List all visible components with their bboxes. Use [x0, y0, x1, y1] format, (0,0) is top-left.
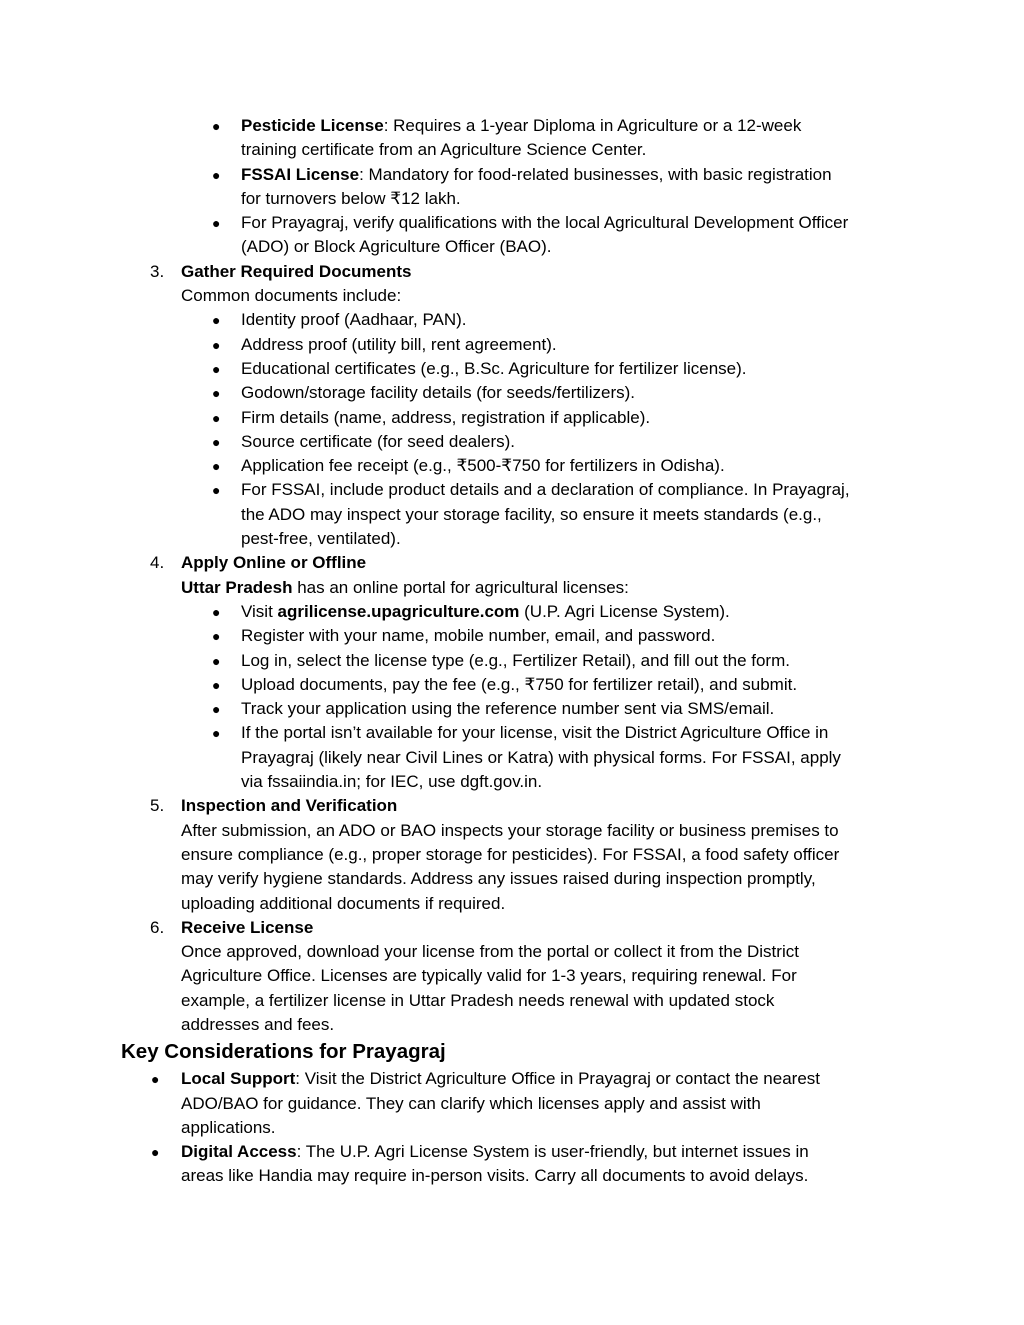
paragraph-line: uploading additional documents if required. [181, 893, 506, 913]
paragraph-line: addresses and fees. [181, 1014, 335, 1034]
list-item [0, 600, 1024, 624]
step-number: 3. [150, 261, 165, 281]
step-title: Gather Required Documents [181, 261, 412, 281]
list-item-text: For FSSAI, include product details and a declaration of compliance. In Prayagraj, [241, 480, 850, 500]
paragraph-line: ensure compliance (e.g., proper storage for pesticides). For FSSAI, a food safety officer [181, 844, 840, 864]
list-item-continuation: via fssaiindia.in; for IEC, use dgft.gov.in. [241, 772, 543, 792]
list-item-continuation: Prayagraj (likely near Civil Lines or Katra) with physical forms. For FSSAI, apply [241, 747, 841, 767]
list-item-continuation: areas like Handia may require in-person visits. Carry all documents to avoid delays. [181, 1166, 809, 1186]
list-item [0, 649, 1024, 673]
step-title: Apply Online or Offline [181, 553, 367, 573]
list-item [0, 381, 1024, 405]
bullet-icon: ● [212, 701, 221, 718]
list-item-bold: FSSAI License [241, 164, 360, 184]
list-item-text: Track your application using the reference number sent via SMS/email. [241, 699, 775, 719]
list-item [0, 211, 1024, 235]
list-item-continuation: the ADO may inspect your storage facility, so ensure it meets standards (e.g., [241, 504, 822, 524]
qualification-list [0, 114, 1024, 260]
bullet-icon: ● [212, 336, 221, 353]
list-item-text: (U.P. Agri License System). [519, 601, 730, 621]
paragraph-line: may verify hygiene standards. Address any issues raised during inspection promptly, [181, 869, 816, 889]
step-intro [0, 576, 1024, 600]
list-item-text: Educational certificates (e.g., B.Sc. Agriculture for fertilizer license). [241, 358, 747, 378]
step-number: 6. [150, 917, 165, 937]
paragraph-line: Agriculture Office. Licenses are typically valid for 1-3 years, requiring renewal. For [181, 966, 797, 986]
bullet-icon: ● [212, 312, 221, 329]
list-item [0, 721, 1024, 745]
portal-url: agrilicense.upagriculture.com [277, 601, 520, 621]
list-item-text: Address proof (utility bill, rent agreement). [241, 334, 557, 354]
bullet-icon: ● [212, 433, 221, 450]
list-item-text: Identity proof (Aadhaar, PAN). [241, 310, 467, 330]
list-item-continuation: pest-free, ventilated). [241, 529, 401, 549]
bullet-icon: ● [212, 215, 221, 232]
step-number: 5. [150, 796, 165, 816]
bullet-icon: ● [151, 1071, 160, 1088]
list-item [0, 163, 1024, 187]
step-intro: Common documents include: [181, 286, 402, 306]
list-item-text: Godown/storage facility details (for seeds/fertilizers). [241, 383, 635, 403]
list-item-text: Upload documents, pay the fee (e.g., ₹750 for fertilizer retail), and submit. [241, 674, 798, 694]
bullet-icon: ● [212, 360, 221, 377]
paragraph-line: After submission, an ADO or BAO inspects your storage facility or business premises to [181, 820, 839, 840]
step-title: Inspection and Verification [181, 796, 398, 816]
list-item-continuation: for turnovers below ₹12 lakh. [241, 188, 461, 208]
list-item [0, 406, 1024, 430]
list-item-text: : Mandatory for food-related businesses, with basic registration [359, 164, 832, 184]
state-name: Uttar Pradesh [181, 577, 293, 597]
step-6 [0, 916, 1024, 1037]
section-heading: Key Considerations for Prayagraj [121, 1040, 446, 1064]
list-item-bold: Digital Access [181, 1142, 297, 1162]
bullet-icon: ● [212, 385, 221, 402]
list-item-continuation: ADO/BAO for guidance. They can clarify which licenses apply and assist with [181, 1093, 761, 1113]
list-item-text: : Requires a 1-year Diploma in Agriculture or a 12-week [383, 116, 802, 135]
step-heading [0, 794, 1024, 818]
list-item-continuation: training certificate from an Agriculture Science Center. [241, 140, 647, 160]
document-page [0, 114, 1024, 1189]
list-item-text: Register with your name, mobile number, email, and password. [241, 626, 716, 646]
list-item-continuation: applications. [181, 1117, 276, 1137]
list-item [0, 673, 1024, 697]
paragraph-line: example, a fertilizer license in Uttar Pradesh needs renewal with updated stock [181, 990, 775, 1010]
bullet-icon: ● [212, 652, 221, 669]
list-item-text: : The U.P. Agri License System is user-friendly, but internet issues in [296, 1142, 809, 1162]
considerations-list [0, 1067, 1024, 1188]
bullet-icon: ● [212, 603, 221, 620]
list-item-text: Firm details (name, address, registration if applicable). [241, 407, 651, 427]
step-intro-text: has an online portal for agricultural licenses: [292, 577, 629, 597]
step-heading [0, 916, 1024, 940]
list-item-text: Source certificate (for seed dealers). [241, 431, 516, 451]
list-item [0, 114, 1024, 138]
bullet-icon: ● [212, 482, 221, 499]
list-item-text: Application fee receipt (e.g., ₹500-₹750 for fertilizers in Odisha). [241, 456, 725, 476]
bullet-icon: ● [212, 458, 221, 475]
list-item-text: : Visit the District Agriculture Office in Prayagraj or contact the nearest [295, 1069, 820, 1089]
bullet-icon: ● [212, 676, 221, 693]
list-item [0, 430, 1024, 454]
list-item-continuation: (ADO) or Block Agriculture Officer (BAO). [241, 237, 552, 257]
bullet-icon: ● [151, 1144, 160, 1161]
list-item [0, 1067, 1024, 1091]
step-4 [0, 551, 1024, 794]
bullet-icon: ● [212, 118, 221, 134]
list-item [0, 624, 1024, 648]
bullet-icon: ● [212, 166, 221, 183]
bullet-icon: ● [212, 409, 221, 426]
list-item-text: Visit [241, 601, 278, 621]
list-item-text: Log in, select the license type (e.g., Fertilizer Retail), and fill out the form. [241, 650, 790, 670]
step-number: 4. [150, 553, 165, 573]
paragraph-line: Once approved, download your license from the portal or collect it from the District [181, 942, 799, 962]
bullet-icon: ● [212, 725, 221, 742]
list-item-text: For Prayagraj, verify qualifications with the local Agricultural Development Officer [241, 213, 849, 233]
list-item-bold: Pesticide License [241, 116, 384, 135]
list-item [0, 308, 1024, 332]
step-heading [0, 551, 1024, 575]
bullet-icon: ● [212, 628, 221, 645]
step-3 [0, 260, 1024, 552]
list-item [0, 478, 1024, 502]
list-item [0, 454, 1024, 478]
step-5 [0, 794, 1024, 915]
list-item [0, 357, 1024, 381]
list-item-bold: Local Support [181, 1069, 296, 1089]
step-title: Receive License [181, 917, 314, 937]
list-item [0, 697, 1024, 721]
list-item-text: If the portal isn’t available for your license, visit the District Agriculture Office in [241, 723, 829, 743]
step-heading [0, 260, 1024, 284]
list-item [0, 1140, 1024, 1164]
list-item [0, 333, 1024, 357]
